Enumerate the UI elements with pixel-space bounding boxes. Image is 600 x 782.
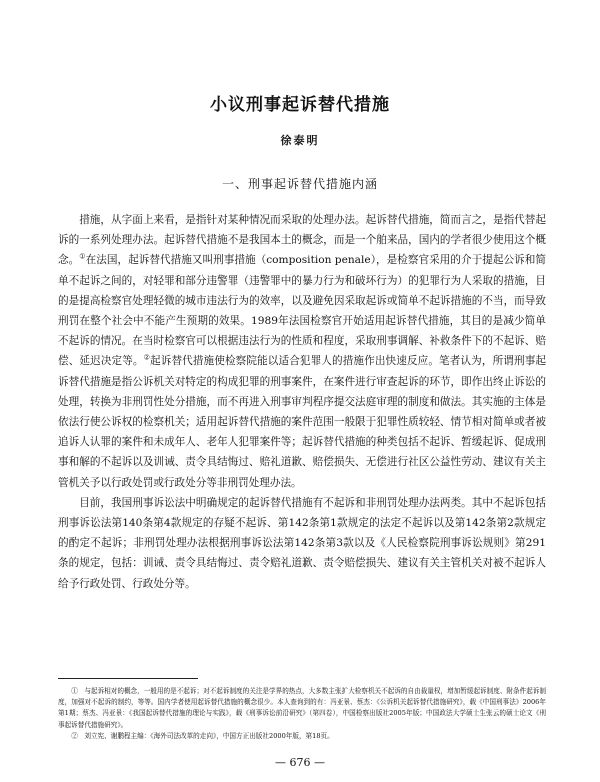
paragraph-1-part-b: 在法国，起诉替代措施又叫刑事措施（composition penale），是检察官采用的介于提起公诉和简单不起诉之间的，对轻罪和部分违警罪（违警罪中的暴力行为和破坏行为）的犯罪行为人采取的措施，目的是提高检察官处理轻微的城市违法行为的效率，以及避免因采取起诉或简单不起诉措施的不当，而导致刑罚在整个社会中不能产生预期的效果。1989年法国检察官开始适用起诉替代措施，其目的是减少简单不起诉的情况。在当时检察官可以根据违法行为的性质和程度，采取刑事调解、补救条件下的不起诉、赔偿、延迟决定等。	[58, 254, 547, 368]
author-name: 徐泰明	[280, 134, 320, 147]
paragraph-1	[58, 210, 546, 493]
paragraph-1-part-c: 起诉替代措施使检察院能以适合犯罪人的措施作出快速反应。笔者认为，所谓刑事起诉替代措施是指公诉机关对特定的构成犯罪的刑事案件，在案件进行审查起诉的环节，即作出终止诉讼的处理，转换为非刑罚性处分措施，而不再进入刑事审判程序提交法庭审理的制度和做法。其实施的主体是依法行使公诉权的检察机关；适用起诉替代措施的案件范围一般限于犯罪性质较轻、情节相对简单或者被追诉人认罪的案件和未成年人、老年人犯罪案件等；起诉替代措施的种类包括不起诉、暂缓起诉、促成刑事和解的不起诉以及训诫、责令具结悔过、赔礼道歉、赔偿损失、无偿进行社区公益性劳动、建议有关主管机关予以行政处罚或行政处分等非刑罚处理办法。	[58, 355, 546, 489]
footnote-ref-2: ②	[143, 353, 151, 362]
page-number: — 676 —	[275, 756, 325, 769]
paragraph-1-part-a: 措施，从字面上来看，是指针对某种情况而采取的处理办法。起诉替代措施，简而言之，是指代替起诉的一系列处理办法。起诉替代措施不是我国本土的概念，而是一个舶来品，国内的学者很少使用这个概念。	[58, 214, 546, 267]
paragraph-2: 目前，我国刑事诉讼法中明确规定的起诉替代措施有不起诉和非刑罚处理办法两类。其中不起诉包括刑事诉讼法第140条第4款规定的存疑不起诉、第142条第1款规定的法定不起诉以及第142条第2款规定的酌定不起诉；非刑罚处理办法根据刑事诉讼法第142条第3款以及《人民检察院刑事诉讼规则》第291条的规定，包括：训诫、责令具结悔过、责令赔礼道歉、责令赔偿损失、建议有关主管机关对被不起诉人给予行政处罚、行政处分等。	[58, 496, 546, 590]
footnote-divider	[58, 678, 198, 679]
article-title: 小议刑事起诉替代措施	[210, 95, 390, 115]
section-heading: 一、刑事起诉替代措施内涵	[221, 177, 378, 191]
footnote-2: ② 刘立宪、谢鹏程主编：《海外司法改革的走向》，中国方正出版社2000年版，第18页。	[71, 731, 334, 740]
footnote-ref-1: ①	[79, 252, 86, 261]
footnote-1: ① 与起诉相对的概念，一般用的是不起诉；对不起诉制度的关注是学界的热点，大多数主张扩大检察机关不起诉的自由裁量权，增加暂缓起诉制度、附条件起诉制度，加强对不起诉的制约，等等。国内学者使用起诉替代措施的概念很少。本人查询到的有：冯亚景、蔡杰：《公诉机关起诉替代措施研究》，载《中国刑事法》2006年第1期；蔡杰、冯亚景：《我国起诉替代措施的理论与实践》，载《刑事诉讼前沿研究》（第四卷），中国检察出版社2005年版；中国政法大学硕士生张云的硕士论文《刑事起诉替代措施研究》。	[58, 687, 546, 729]
article-body	[58, 210, 546, 594]
footnotes	[58, 686, 546, 742]
